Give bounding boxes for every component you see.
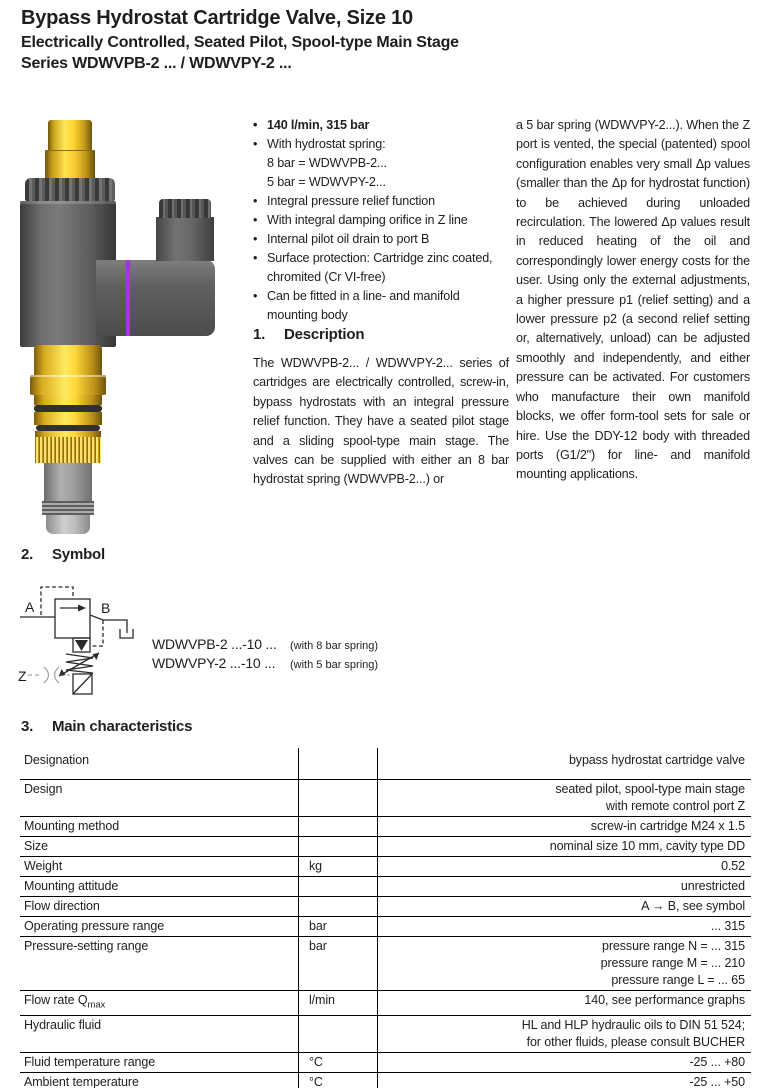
model-note: (with 8 bar spring) xyxy=(290,640,379,652)
table-row: Operating pressure range bar ... 315 xyxy=(20,917,751,937)
symbol-heading: 2. Symbol xyxy=(21,546,105,563)
spool-nose-ribs xyxy=(42,501,94,515)
model-code: WDWVPY-2 ...-10 ... xyxy=(152,655,276,671)
bullet-icon: • xyxy=(253,213,258,227)
solenoid-arm xyxy=(96,260,215,336)
bullet-icon: • xyxy=(253,251,258,265)
feature-list xyxy=(253,116,509,325)
connector-cap xyxy=(159,199,211,218)
subtitle-line-1: Electrically Controlled, Seated Pilot, Spool-type Main Stage xyxy=(21,34,459,51)
model-row xyxy=(152,655,378,674)
cartridge-gold-segment xyxy=(34,412,102,425)
adjustment-screw-hex xyxy=(48,120,92,150)
cartridge-gold-collar xyxy=(30,375,106,395)
table-row: Flow rate $Q_{max}$ l/min 140, see performance graphs xyxy=(20,991,751,1016)
spool-nose-tip xyxy=(46,515,90,534)
feature-item: • With hydrostat spring: 8 bar = WDWVPB-2... 5 bar = WDWVPY-2... xyxy=(253,135,509,192)
page-title: Bypass Hydrostat Cartridge Valve, Size 10 xyxy=(21,7,413,29)
page-subtitle xyxy=(21,32,459,74)
table-row: Size nominal size 10 mm, cavity type DD xyxy=(20,837,751,857)
table-row: Hydraulic fluid HL and HLP hydraulic oils to DIN 51 524; for other fluids, please consult BUCHER xyxy=(20,1016,751,1053)
port-label-z: Z xyxy=(18,668,27,684)
bullet-icon: • xyxy=(253,232,258,246)
feature-item: • Can be fitted in a line- and manifold mounting body xyxy=(253,287,509,325)
table-row: Designation bypass hydrostat cartridge valve xyxy=(20,748,751,780)
bullet-icon: • xyxy=(253,289,258,303)
adjustment-screw-hex-lower xyxy=(45,150,95,179)
valve-photo xyxy=(20,118,220,538)
table-row: Mounting method screw-in cartridge M24 x 1.5 xyxy=(20,817,751,837)
subtitle-line-2: Series WDWVPB-2 ... / WDWVPY-2 ... xyxy=(21,55,292,72)
table-row: Weight kg 0.52 xyxy=(20,857,751,877)
table-row: Flow direction A → B, see symbol xyxy=(20,897,751,917)
description-heading: 1. Description xyxy=(253,326,365,343)
hydraulic-symbol xyxy=(10,576,145,704)
purple-stripe xyxy=(126,260,130,336)
connector-body xyxy=(156,217,214,261)
cartridge-gold-segment xyxy=(34,395,102,405)
feature-item: • Internal pilot oil drain to port B xyxy=(253,230,509,249)
cartridge-gold-segment xyxy=(34,345,102,375)
spool-nose xyxy=(44,463,92,501)
model-code: WDWVPB-2 ...-10 ... xyxy=(152,636,277,652)
model-row xyxy=(152,636,378,655)
feature-item: • With integral damping orifice in Z line xyxy=(253,211,509,230)
table-row: Fluid temperature range °C -25 ... +80 xyxy=(20,1053,751,1073)
cartridge-thread xyxy=(35,437,101,463)
port-label-b: B xyxy=(101,600,111,616)
model-list xyxy=(152,636,378,674)
section-description xyxy=(253,326,509,490)
bullet-icon: • xyxy=(253,118,258,132)
description-paragraph-2: a 5 bar spring (WDWVPY-2...). When the Z port is vented, the special (patented) spool configuration enables very small Δp values (smaller than the Δp for hydrostat function) to be achieved during unloaded recirculation. The lowered Δp values result in reduced heating of the oil and correspondingly lower energy costs for the user. Using only the external adjustments, a higher pressure p1 (relief setting) and a lower pressure p2 (a second relief setting or, alternatively, unload) can be adjusted smoothly and independently, and either pressure can be activated. For customers who manufacture their own manifold blocks, we offer form-tool sets for sale or hire. Use the DDY-12 body with threaded ports (G1/2") for line- and manifold mounting applications. xyxy=(516,118,750,482)
feature-item: • 140 l/min, 315 bar xyxy=(253,116,509,135)
bullet-icon: • xyxy=(253,194,258,208)
table-row: Mounting attitude unrestricted xyxy=(20,877,751,897)
feature-item: • Surface protection: Cartridge zinc coated, chromited (Cr VI-free) xyxy=(253,249,509,287)
bullet-icon: • xyxy=(253,137,258,151)
port-label-a: A xyxy=(25,599,35,615)
knurled-locknut xyxy=(25,178,115,201)
characteristics-heading: 3. Main characteristics xyxy=(21,718,193,735)
description-paragraph-1: The WDWVPB-2... / WDWVPY-2... series of cartridges are electrically controlled, screw-in, bypass hydrostats with an integral pressure relief function. They have a seated pilot stage and a sliding spool-type main stage. The valves can be supplied with either an 8 bar hydrostat spring (WDWVPB-2...) or xyxy=(253,356,509,487)
table-row: Design seated pilot, spool-type main stage with remote control port Z xyxy=(20,780,751,817)
o-ring xyxy=(34,405,102,412)
table-row: Ambient temperature °C -25 ... +50 xyxy=(20,1073,751,1088)
model-note: (with 5 bar spring) xyxy=(290,659,379,671)
table-row: Pressure-setting range bar pressure range N = ... 315 pressure range M = ... 210 pressure range L = ... 65 xyxy=(20,937,751,991)
feature-item: • Integral pressure relief function xyxy=(253,192,509,211)
characteristics-table xyxy=(20,748,751,1088)
